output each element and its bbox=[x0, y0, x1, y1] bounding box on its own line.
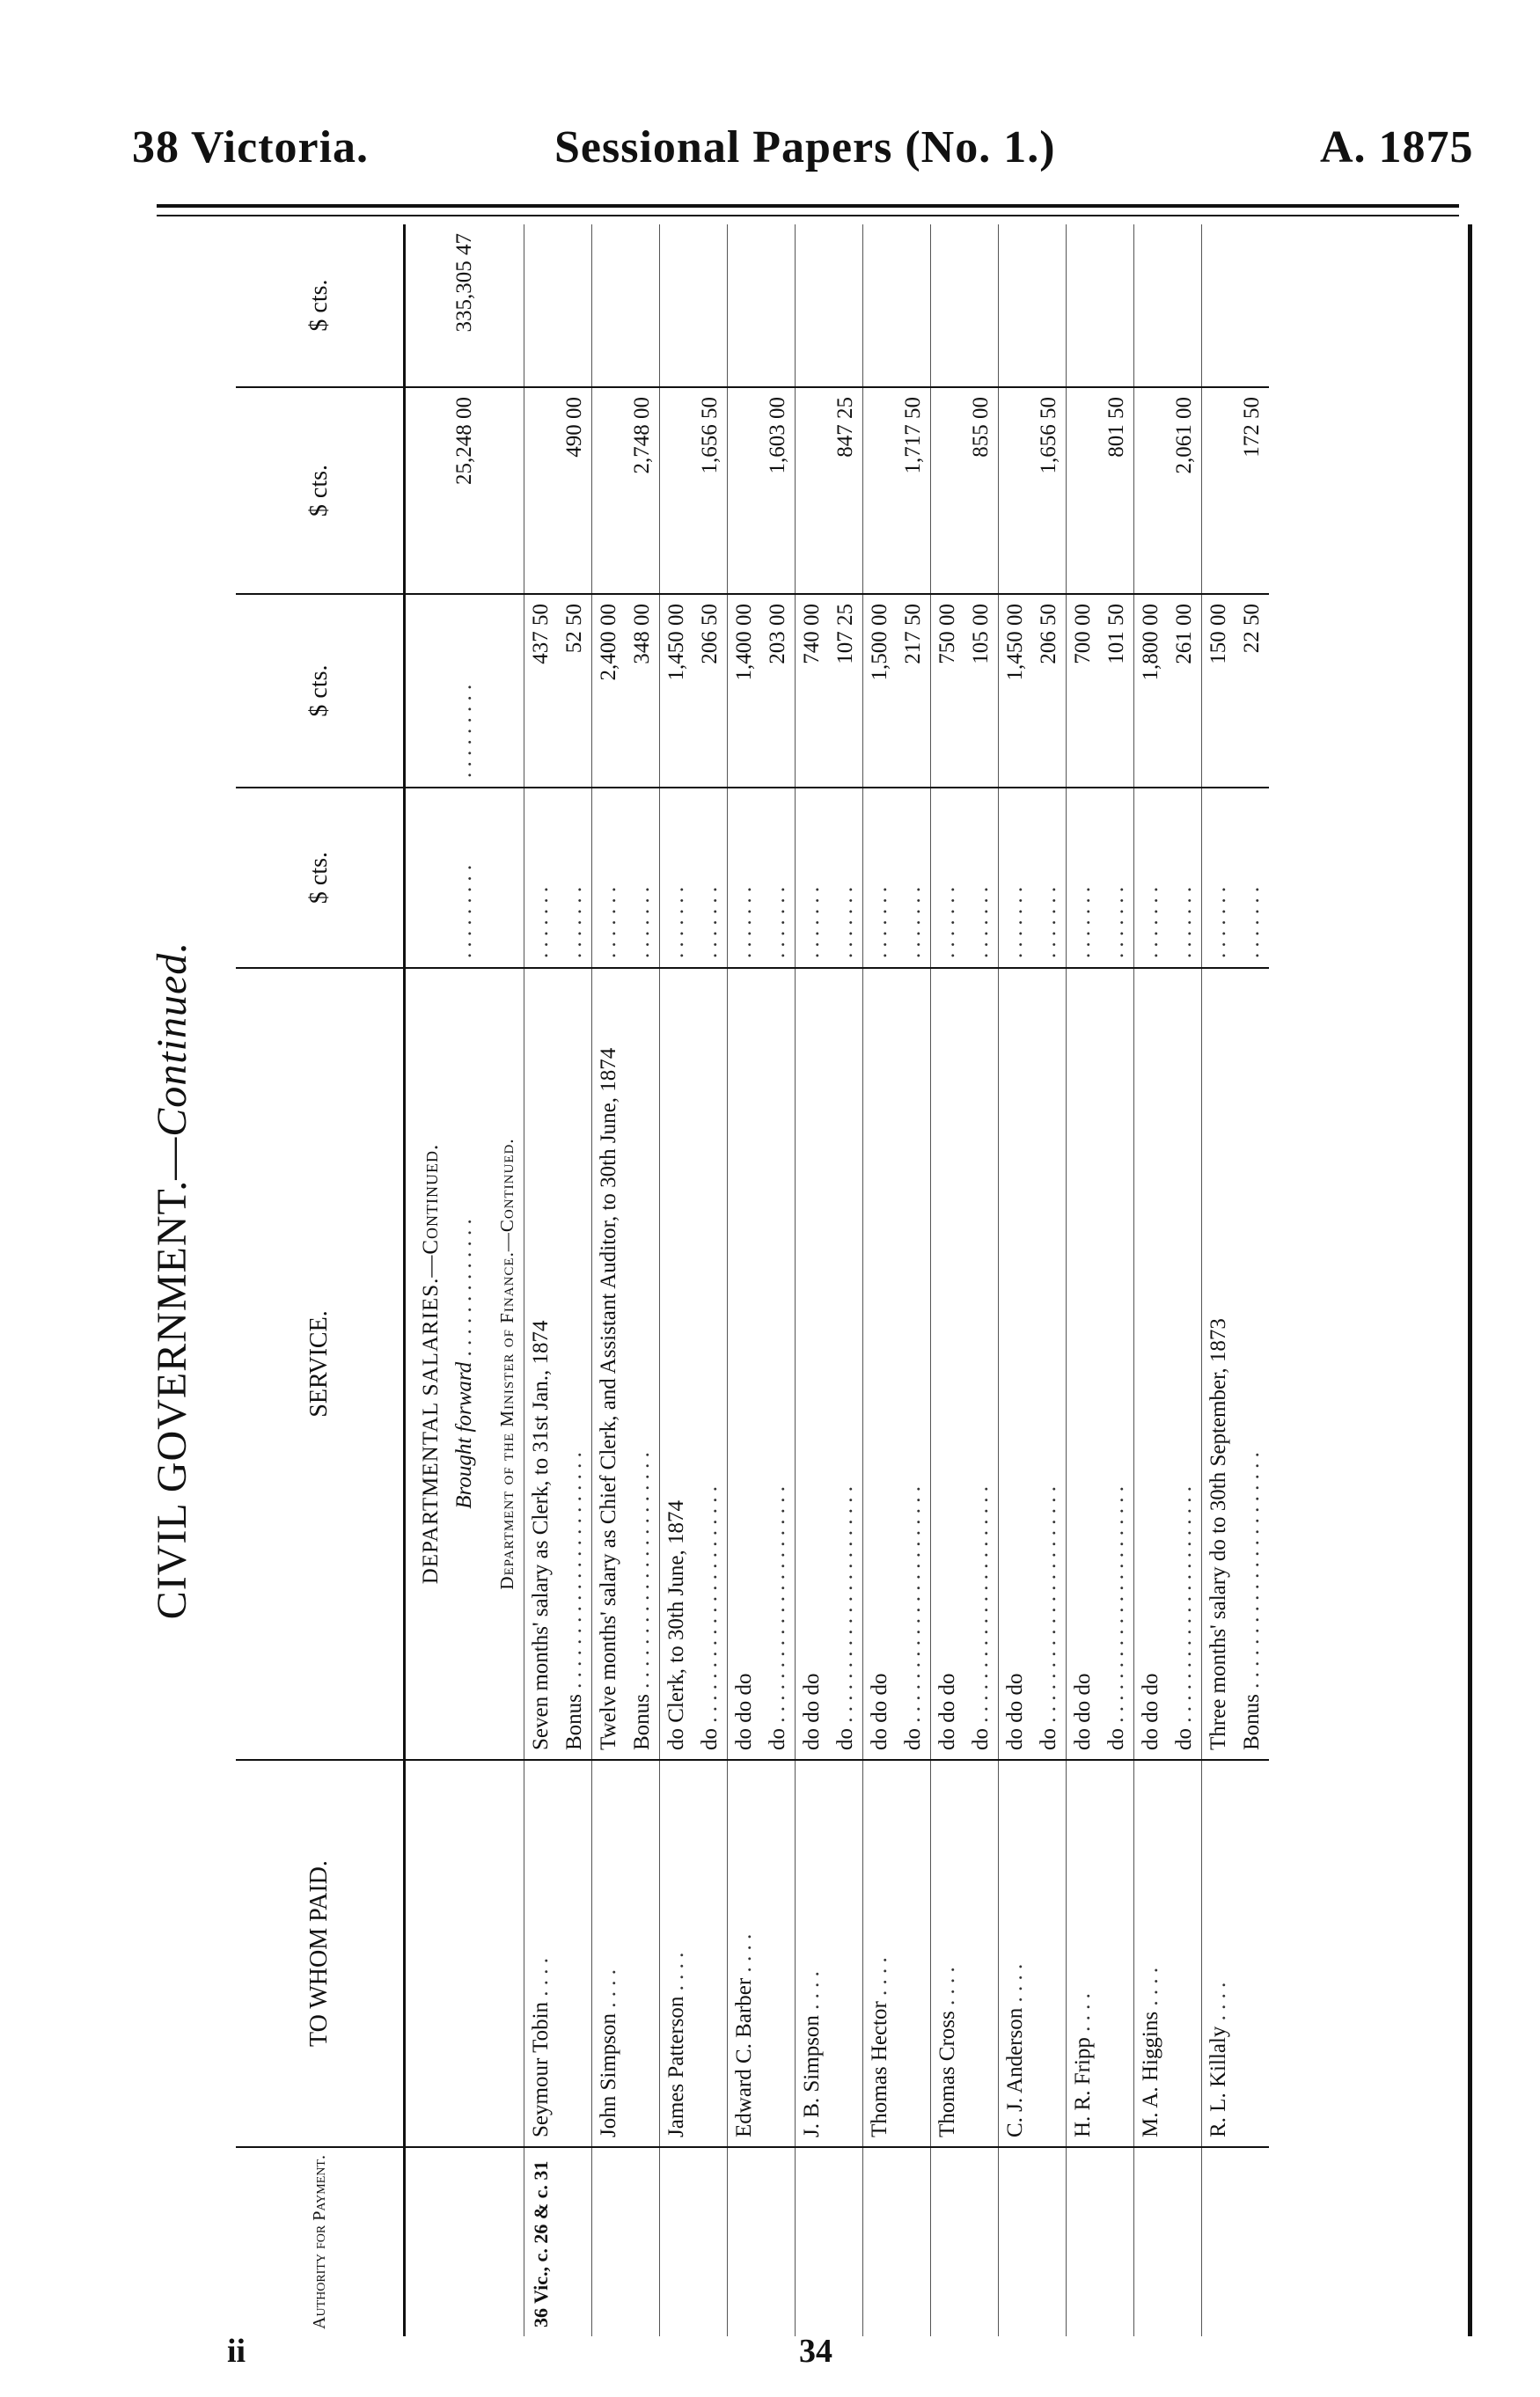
bonus-label: do bbox=[1104, 1728, 1128, 1750]
bonus-amount: 206 50 bbox=[1032, 594, 1067, 788]
salary-amount: 150 00 bbox=[1202, 594, 1236, 788]
table-row: James Patterson . . . . do Clerk, to 30th June, 1874 . . . . . . . 1,450 00 bbox=[660, 224, 694, 2336]
rotated-table-area bbox=[149, 224, 1485, 2336]
running-head bbox=[0, 0, 1540, 176]
table-row: Edward C. Barber . . . . do do do . . . . . . . 1,400 00 bbox=[728, 224, 762, 2336]
brought-forward-c4: 335,305 47 bbox=[452, 233, 476, 333]
department-row bbox=[481, 224, 524, 2336]
salary-amount: 750 00 bbox=[931, 594, 965, 788]
bonus-amount: 348 00 bbox=[626, 594, 660, 788]
brought-forward-label: Brought forward bbox=[452, 1361, 476, 1509]
payee-name: H. R. Fripp bbox=[1071, 2037, 1095, 2137]
row-total: 1,656 50 bbox=[1032, 387, 1067, 594]
service-text: Three months' salary do to 30th September, 1873 bbox=[1206, 1318, 1230, 1750]
header-rule-thin bbox=[157, 215, 1459, 216]
bonus-label: do bbox=[833, 1728, 857, 1750]
table-row: R. L. Killaly . . . . Three months' salary do to 30th September, 1873 . . . . . . . 150 00 bbox=[1202, 224, 1236, 2336]
bonus-label: Bonus bbox=[562, 1694, 586, 1750]
header-left: 38 Victoria. bbox=[132, 122, 370, 172]
table-row: Thomas Cross . . . . do do do . . . . . . . 750 00 bbox=[931, 224, 965, 2336]
table-row-bonus: do . . . . . . . . . . . . . . . . . . . . . . . . . . . . . 206 50 1,656 50 bbox=[1032, 224, 1067, 2336]
bonus-amount: 261 00 bbox=[1168, 594, 1202, 788]
header-rule bbox=[157, 204, 1459, 208]
section-heading-row bbox=[405, 224, 449, 2336]
table-row: John Simpson . . . . Twelve months' salary as Chief Clerk, and Assistant Auditor, to 30th June, 1874 . . . . . . . 2,400 00 bbox=[592, 224, 627, 2336]
page-marker: ii bbox=[227, 2333, 246, 2370]
table-row: C. J. Anderson . . . . do do do . . . . . . . 1,450 00 bbox=[999, 224, 1033, 2336]
table-row-bonus: do . . . . . . . . . . . . . . . . . . . . . . . . . . . . . 217 50 1,717 50 bbox=[897, 224, 931, 2336]
payee-name: Thomas Hector bbox=[868, 2001, 891, 2137]
col-authority: Authority for Payment. bbox=[236, 2147, 405, 2336]
table-row: J. B. Simpson . . . . do do do . . . . . . . 740 00 bbox=[796, 224, 830, 2336]
table-row: M. A. Higgins . . . . do do do . . . . . . . 1,800 00 bbox=[1134, 224, 1169, 2336]
col-c3: $ cts. bbox=[236, 387, 405, 594]
service-text: do do do bbox=[1071, 1673, 1095, 1750]
row-total: 1,656 50 bbox=[693, 387, 728, 594]
service-text: do do do bbox=[1139, 1673, 1162, 1750]
bonus-label: do bbox=[1037, 1728, 1060, 1750]
payee-name: M. A. Higgins bbox=[1139, 2011, 1162, 2137]
col-c1: $ cts. bbox=[236, 788, 405, 968]
bonus-amount: 22 50 bbox=[1236, 594, 1269, 788]
table-title bbox=[148, 224, 196, 2336]
service-text: Seven months' salary as Clerk, to 31st Jan., 1874 bbox=[529, 1320, 553, 1750]
service-text: do do do bbox=[800, 1673, 824, 1750]
bonus-label: do bbox=[901, 1728, 925, 1750]
salary-amount: 1,500 00 bbox=[863, 594, 898, 788]
table-row-bonus: do . . . . . . . . . . . . . . . . . . . . . . . . . . . . . 261 00 2,061 00 bbox=[1168, 224, 1202, 2336]
payee-name: C. J. Anderson bbox=[1003, 2007, 1027, 2137]
salary-table bbox=[236, 224, 1269, 2336]
row-total: 2,061 00 bbox=[1168, 387, 1202, 594]
bonus-amount: 105 00 bbox=[964, 594, 999, 788]
bonus-label: Bonus bbox=[1240, 1694, 1264, 1750]
payee-name: Thomas Cross bbox=[935, 2011, 959, 2137]
row-total: 172 50 bbox=[1236, 387, 1269, 594]
payee-name: Seymour Tobin bbox=[529, 2001, 553, 2137]
table-row-bonus: do . . . . . . . . . . . . . . . . . . . . . . . . . . . . . 203 00 1,603 00 bbox=[761, 224, 796, 2336]
bonus-amount: 101 50 bbox=[1100, 594, 1134, 788]
payee-name: R. L. Killaly bbox=[1206, 2026, 1230, 2137]
table-row-bonus: Bonus . . . . . . . . . . . . . . . . . . . . . . . . . . . . . 52 50 490 00 bbox=[558, 224, 592, 2336]
header-right: A. 1875 bbox=[1320, 122, 1474, 172]
title-main: CIVIL GOVERNMENT.— bbox=[149, 1136, 195, 1620]
salary-amount: 1,450 00 bbox=[999, 594, 1033, 788]
payee-name: James Patterson bbox=[664, 1996, 688, 2137]
row-total: 2,748 00 bbox=[626, 387, 660, 594]
salary-amount: 1,800 00 bbox=[1134, 594, 1169, 788]
authority-cell: 36 Vic., c. 26 & c. 31 bbox=[530, 2160, 552, 2327]
payee-name: J. B. Simpson bbox=[800, 2015, 824, 2137]
salary-amount: 1,400 00 bbox=[728, 594, 762, 788]
table-row-bonus: do . . . . . . . . . . . . . . . . . . . . . . . . . . . . . 206 50 1,656 50 bbox=[693, 224, 728, 2336]
row-total: 1,717 50 bbox=[897, 387, 931, 594]
bonus-amount: 52 50 bbox=[558, 594, 592, 788]
salary-amount: 740 00 bbox=[796, 594, 830, 788]
bonus-label: do bbox=[698, 1728, 722, 1750]
table-row: Thomas Hector . . . . do do do . . . . . . . 1,500 00 bbox=[863, 224, 898, 2336]
col-service: SERVICE. bbox=[236, 968, 405, 1760]
service-text: do do do bbox=[868, 1673, 891, 1750]
bonus-label: do bbox=[969, 1728, 993, 1750]
payee-name: John Simpson bbox=[597, 2012, 620, 2137]
service-text: Twelve months' salary as Chief Clerk, and Assistant Auditor, to 30th June, 1874 bbox=[597, 1047, 620, 1750]
row-total: 1,603 00 bbox=[761, 387, 796, 594]
page-number: 34 bbox=[799, 2333, 832, 2370]
bonus-label: do bbox=[766, 1728, 789, 1750]
header-center: Sessional Papers (No. 1.) bbox=[554, 122, 1056, 172]
col-c2: $ cts. bbox=[236, 594, 405, 788]
salary-amount: 700 00 bbox=[1067, 594, 1101, 788]
row-total: 855 00 bbox=[964, 387, 999, 594]
department-heading: Department of the Minister of Finance.—Continued. bbox=[496, 1138, 517, 1590]
bonus-amount: 203 00 bbox=[761, 594, 796, 788]
table-row: 36 Vic., c. 26 & c. 31 Seymour Tobin . . . . Seven months' salary as Clerk, to 31st Jan., 1874 . . . . . . . 437 50 bbox=[524, 224, 559, 2336]
bonus-amount: 217 50 bbox=[897, 594, 931, 788]
table-row: H. R. Fripp . . . . do do do . . . . . . . 700 00 bbox=[1067, 224, 1101, 2336]
table-row-bonus: do . . . . . . . . . . . . . . . . . . . . . . . . . . . . . 105 00 855 00 bbox=[964, 224, 999, 2336]
bonus-label: do bbox=[1172, 1728, 1196, 1750]
bonus-label: Bonus bbox=[630, 1694, 654, 1750]
brought-forward-c3: 25,248 00 bbox=[448, 387, 481, 594]
service-text: do Clerk, to 30th June, 1874 bbox=[664, 1499, 688, 1750]
row-total: 490 00 bbox=[558, 387, 592, 594]
table-row-bonus: do . . . . . . . . . . . . . . . . . . . . . . . . . . . . . 101 50 801 50 bbox=[1100, 224, 1134, 2336]
bonus-amount: 107 25 bbox=[829, 594, 863, 788]
payee-name: Edward C. Barber bbox=[732, 1977, 756, 2137]
service-text: do do do bbox=[1003, 1673, 1027, 1750]
row-total: 801 50 bbox=[1100, 387, 1134, 594]
salary-amount: 1,450 00 bbox=[660, 594, 694, 788]
bonus-amount: 206 50 bbox=[693, 594, 728, 788]
col-c4: $ cts. bbox=[236, 224, 405, 387]
table-row-bonus: Bonus . . . . . . . . . . . . . . . . . . . . . . . . . . . . . 22 50 172 50 bbox=[1236, 224, 1269, 2336]
row-total: 847 25 bbox=[829, 387, 863, 594]
service-text: do do do bbox=[935, 1673, 959, 1750]
section-heading: DEPARTMENTAL SALARIES.—Continued. bbox=[419, 1143, 443, 1585]
title-continued: Continued. bbox=[149, 941, 195, 1137]
col-whom: TO WHOM PAID. bbox=[236, 1760, 405, 2147]
brought-forward-row: Brought forward . . . . . . . . . . . . . . . . . . . . . . . . . . . . . . . 25,248 00 335,305 47 bbox=[448, 224, 481, 2336]
table-row-bonus: do . . . . . . . . . . . . . . . . . . . . . . . . . . . . . 107 25 847 25 bbox=[829, 224, 863, 2336]
table-header-row bbox=[236, 224, 405, 2336]
service-text: do do do bbox=[732, 1673, 756, 1750]
salary-amount: 437 50 bbox=[524, 594, 559, 788]
salary-amount: 2,400 00 bbox=[592, 594, 627, 788]
table-row-bonus: Bonus . . . . . . . . . . . . . . . . . . . . . . . . . . . . . 348 00 2,748 00 bbox=[626, 224, 660, 2336]
